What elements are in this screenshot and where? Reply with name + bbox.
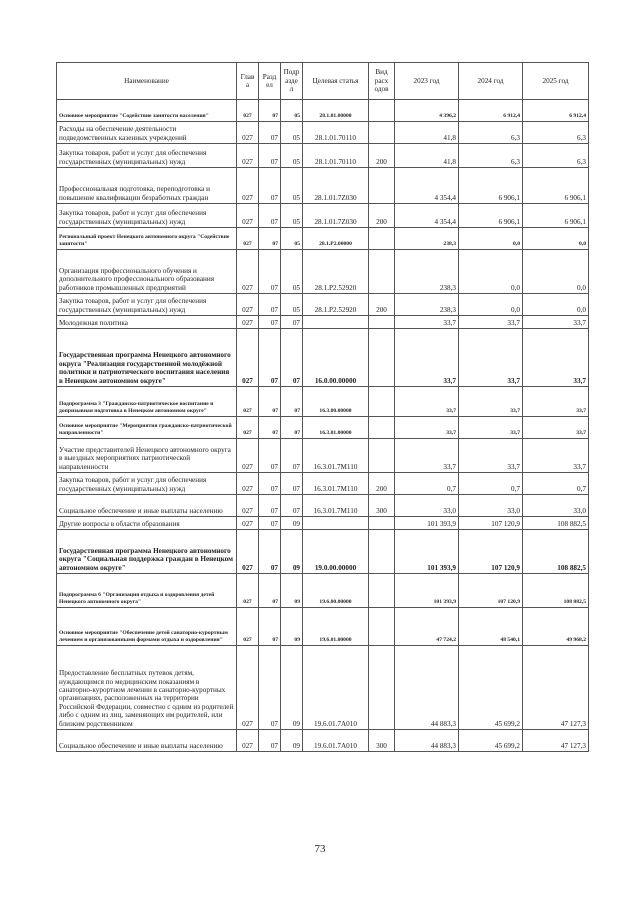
row-vid: 300	[369, 495, 395, 517]
header-razdel: Разд ел	[259, 63, 281, 100]
row-razdel: 07	[259, 530, 281, 574]
row-2023: 47 724,2	[395, 608, 459, 646]
row-target: 19.6.00.00000	[303, 574, 369, 608]
row-podrazdel: 05	[281, 100, 303, 122]
row-razdel: 07	[259, 574, 281, 608]
row-glava: 027	[237, 100, 259, 122]
row-glava: 027	[237, 316, 259, 329]
row-name: Участие представителей Ненецкого автономного округа в выездных мероприятиях патриотической направленности	[57, 439, 237, 473]
row-2023: 33,7	[395, 329, 459, 387]
row-2025: 33,7	[523, 439, 589, 473]
row-podrazdel: 05	[281, 250, 303, 294]
row-vid	[369, 168, 395, 204]
row-podrazdel: 07	[281, 495, 303, 517]
row-vid: 200	[369, 473, 395, 495]
row-2023: 4 354,4	[395, 168, 459, 204]
row-2024: 33,7	[459, 387, 523, 417]
table-row	[57, 646, 589, 730]
row-2025: 6,3	[523, 144, 589, 168]
row-vid: 300	[369, 730, 395, 752]
table-row	[57, 473, 589, 495]
row-vid	[369, 228, 395, 250]
row-vid	[369, 417, 395, 439]
row-target	[303, 517, 369, 530]
row-name: Основное мероприятие "Содействие занятости населения"	[57, 100, 237, 122]
table-body	[57, 100, 589, 752]
row-target: 28.1.P2.52920	[303, 250, 369, 294]
row-name: Государственная программа Ненецкого автономного округа "Реализация государственной молодёжной политики и патриотического воспитания населения в Ненецком автономном округе"	[57, 329, 237, 387]
row-2025: 0,0	[523, 250, 589, 294]
row-glava: 027	[237, 574, 259, 608]
row-name: Подпрограмма 6 "Организация отдыха и оздоровления детей Ненецкого автономного округа"	[57, 574, 237, 608]
row-2024: 0,0	[459, 294, 523, 316]
table-row	[57, 387, 589, 417]
row-2024: 0,7	[459, 473, 523, 495]
header-vid: Вид расх одов	[369, 63, 395, 100]
table-row	[57, 168, 589, 204]
row-razdel: 07	[259, 228, 281, 250]
row-name: Профессиональная подготовка, переподготовка и повышение квалификации безработных граждан	[57, 168, 237, 204]
row-razdel: 07	[259, 168, 281, 204]
row-glava: 027	[237, 495, 259, 517]
row-2024: 6 912,4	[459, 100, 523, 122]
row-2023: 41,8	[395, 144, 459, 168]
row-2025: 33,7	[523, 387, 589, 417]
row-2023: 33,7	[395, 387, 459, 417]
row-name: Другие вопросы в области образования	[57, 517, 237, 530]
row-podrazdel: 05	[281, 122, 303, 144]
table-row	[57, 608, 589, 646]
row-razdel: 07	[259, 329, 281, 387]
row-name: Закупка товаров, работ и услуг для обеспечения государственных (муниципальных) нужд	[57, 473, 237, 495]
row-razdel: 07	[259, 144, 281, 168]
row-2024: 33,7	[459, 417, 523, 439]
row-glava: 027	[237, 122, 259, 144]
row-2025: 6 906,1	[523, 204, 589, 228]
row-podrazdel: 07	[281, 417, 303, 439]
row-razdel: 07	[259, 122, 281, 144]
table-row	[57, 122, 589, 144]
row-2023: 4 396,2	[395, 100, 459, 122]
table-row	[57, 439, 589, 473]
row-2025: 108 882,5	[523, 517, 589, 530]
table-row	[57, 530, 589, 574]
row-target	[303, 316, 369, 329]
row-name: Закупка товаров, работ и услуг для обеспечения государственных (муниципальных) нужд	[57, 144, 237, 168]
row-name: Социальное обеспечение и иные выплаты населению	[57, 730, 237, 752]
budget-table	[56, 62, 589, 752]
row-2025: 33,7	[523, 316, 589, 329]
row-target: 28.1.01.70110	[303, 122, 369, 144]
row-2023: 238,3	[395, 228, 459, 250]
row-name: Основное мероприятие "Обеспечение детей санаторно-курортным лечением и организованными формами отдыха и оздоровления"	[57, 608, 237, 646]
row-vid	[369, 439, 395, 473]
row-vid	[369, 574, 395, 608]
row-2023: 33,7	[395, 439, 459, 473]
row-2024: 45 699,2	[459, 646, 523, 730]
row-target: 19.6.01.7A010	[303, 730, 369, 752]
row-razdel: 07	[259, 517, 281, 530]
row-target: 19.6.01.7A010	[303, 646, 369, 730]
row-2025: 6,3	[523, 122, 589, 144]
row-vid	[369, 517, 395, 530]
row-2023: 44 883,3	[395, 646, 459, 730]
row-2025: 49 968,2	[523, 608, 589, 646]
row-podrazdel: 07	[281, 387, 303, 417]
row-glava: 027	[237, 168, 259, 204]
row-2024: 33,7	[459, 329, 523, 387]
row-vid	[369, 608, 395, 646]
row-name: Основное мероприятие "Мероприятия гражданско-патриотической направленности"	[57, 417, 237, 439]
row-podrazdel: 05	[281, 228, 303, 250]
row-target: 16.3.01.7M110	[303, 473, 369, 495]
row-2024: 6,3	[459, 144, 523, 168]
table-header-row	[57, 63, 589, 100]
row-2024: 0,0	[459, 250, 523, 294]
row-podrazdel: 05	[281, 204, 303, 228]
row-glava: 027	[237, 329, 259, 387]
row-target: 28.1.P2.00000	[303, 228, 369, 250]
row-vid: 200	[369, 294, 395, 316]
row-2024: 107 120,9	[459, 574, 523, 608]
row-vid	[369, 329, 395, 387]
row-podrazdel: 09	[281, 608, 303, 646]
row-2024: 45 699,2	[459, 730, 523, 752]
row-2025: 47 127,3	[523, 730, 589, 752]
row-glava: 027	[237, 608, 259, 646]
row-name: Предоставление бесплатных путевок детям, нуждающимся по медицинским показаниям в санаторно-курортном лечении в санаторно-курортных организациях, расположенных на территории Российской Федерации, совместно с одним из родителей либо с одним из лиц, заменяющих им родителей, или близким родственником	[57, 646, 237, 730]
row-2023: 4 354,4	[395, 204, 459, 228]
table-row	[57, 294, 589, 316]
header-celevaya: Целевая статья	[303, 63, 369, 100]
row-razdel: 07	[259, 439, 281, 473]
row-2023: 238,3	[395, 250, 459, 294]
row-glava: 027	[237, 417, 259, 439]
table-row	[57, 204, 589, 228]
row-razdel: 07	[259, 473, 281, 495]
row-glava: 027	[237, 473, 259, 495]
row-target: 28.1.01.7Z030	[303, 168, 369, 204]
row-podrazdel: 05	[281, 294, 303, 316]
row-name: Закупка товаров, работ и услуг для обеспечения государственных (муниципальных) нужд	[57, 294, 237, 316]
row-glava: 027	[237, 250, 259, 294]
row-vid: 200	[369, 144, 395, 168]
table-row	[57, 417, 589, 439]
table-row	[57, 144, 589, 168]
row-podrazdel: 09	[281, 574, 303, 608]
header-name: Наименование	[57, 63, 237, 100]
row-razdel: 07	[259, 608, 281, 646]
row-target: 19.0.00.00000	[303, 530, 369, 574]
row-2023: 0,7	[395, 473, 459, 495]
header-glava: Глав а	[237, 63, 259, 100]
row-podrazdel: 05	[281, 144, 303, 168]
row-razdel: 07	[259, 316, 281, 329]
row-2023: 101 393,9	[395, 530, 459, 574]
row-vid	[369, 250, 395, 294]
row-2025: 0,0	[523, 294, 589, 316]
table-row	[57, 250, 589, 294]
row-2024: 33,7	[459, 439, 523, 473]
row-razdel: 07	[259, 204, 281, 228]
row-2025: 0,7	[523, 473, 589, 495]
row-podrazdel: 09	[281, 646, 303, 730]
row-podrazdel: 05	[281, 168, 303, 204]
row-2023: 33,7	[395, 417, 459, 439]
table-row	[57, 730, 589, 752]
row-2025: 47 127,3	[523, 646, 589, 730]
row-vid	[369, 100, 395, 122]
row-podrazdel: 09	[281, 517, 303, 530]
row-2023: 44 883,3	[395, 730, 459, 752]
table-row	[57, 316, 589, 329]
row-razdel: 07	[259, 730, 281, 752]
row-podrazdel: 07	[281, 473, 303, 495]
row-target: 16.0.00.00000	[303, 329, 369, 387]
row-name: Региональный проект Ненецкого автономного округа "Содействие занятости"	[57, 228, 237, 250]
row-razdel: 07	[259, 387, 281, 417]
row-podrazdel: 07	[281, 329, 303, 387]
row-glava: 027	[237, 646, 259, 730]
row-name: Молодежная политика	[57, 316, 237, 329]
table-row	[57, 495, 589, 517]
row-glava: 027	[237, 294, 259, 316]
row-2023: 101 393,9	[395, 574, 459, 608]
row-vid	[369, 530, 395, 574]
row-razdel: 07	[259, 100, 281, 122]
row-2023: 238,3	[395, 294, 459, 316]
row-target: 19.6.01.00000	[303, 608, 369, 646]
row-2024: 6 906,1	[459, 204, 523, 228]
row-name: Закупка товаров, работ и услуг для обеспечения государственных (муниципальных) нужд	[57, 204, 237, 228]
row-2024: 48 540,1	[459, 608, 523, 646]
table-row	[57, 329, 589, 387]
table-row	[57, 228, 589, 250]
row-razdel: 07	[259, 417, 281, 439]
table-row	[57, 574, 589, 608]
row-2025: 33,7	[523, 329, 589, 387]
row-vid	[369, 316, 395, 329]
row-vid: 200	[369, 204, 395, 228]
row-razdel: 07	[259, 294, 281, 316]
row-2024: 6,3	[459, 122, 523, 144]
row-glava: 027	[237, 517, 259, 530]
row-podrazdel: 07	[281, 439, 303, 473]
row-target: 28.1.01.00000	[303, 100, 369, 122]
row-target: 16.3.01.7M110	[303, 495, 369, 517]
page-number: 73	[314, 843, 326, 855]
row-2023: 101 393,9	[395, 517, 459, 530]
row-2024: 33,0	[459, 495, 523, 517]
row-podrazdel: 09	[281, 530, 303, 574]
table-row	[57, 100, 589, 122]
row-glava: 027	[237, 530, 259, 574]
row-2024: 33,7	[459, 316, 523, 329]
header-2024: 2024 год	[459, 63, 523, 100]
row-target: 16.3.01.00000	[303, 417, 369, 439]
row-glava: 027	[237, 144, 259, 168]
row-2025: 108 882,5	[523, 574, 589, 608]
header-2023: 2023 год	[395, 63, 459, 100]
row-target: 28.1.01.7Z030	[303, 204, 369, 228]
row-name: Социальное обеспечение и иные выплаты населению	[57, 495, 237, 517]
row-vid	[369, 387, 395, 417]
row-vid	[369, 646, 395, 730]
row-razdel: 07	[259, 646, 281, 730]
header-podrazdel: Подр азде л	[281, 63, 303, 100]
row-glava: 027	[237, 204, 259, 228]
row-2023: 33,7	[395, 316, 459, 329]
row-vid	[369, 122, 395, 144]
row-glava: 027	[237, 387, 259, 417]
table-row	[57, 517, 589, 530]
row-razdel: 07	[259, 250, 281, 294]
row-2025: 33,0	[523, 495, 589, 517]
row-2024: 6 906,1	[459, 168, 523, 204]
row-2025: 0,0	[523, 228, 589, 250]
header-2025: 2025 год	[523, 63, 589, 100]
row-2024: 0,0	[459, 228, 523, 250]
row-podrazdel: 07	[281, 316, 303, 329]
row-name: Государственная программа Ненецкого автономного округа "Социальная поддержка граждан в Ненецком автономном округе"	[57, 530, 237, 574]
row-name: Расходы на обеспечение деятельности подведомственных казенных учреждений	[57, 122, 237, 144]
row-name: Организация профессионального обучения и дополнительного профессионального образования работников промышленных предприятий	[57, 250, 237, 294]
row-2025: 6 906,1	[523, 168, 589, 204]
row-2023: 41,8	[395, 122, 459, 144]
row-glava: 027	[237, 439, 259, 473]
row-2024: 107 120,9	[459, 517, 523, 530]
row-target: 16.3.01.7M110	[303, 439, 369, 473]
row-name: Подпрограмма 3 "Гражданско-патриотическое воспитание и допризывная подготовка в Ненецком автономном округе"	[57, 387, 237, 417]
row-target: 16.3.00.00000	[303, 387, 369, 417]
row-2025: 108 882,5	[523, 530, 589, 574]
row-podrazdel: 09	[281, 730, 303, 752]
row-target: 28.1.01.70110	[303, 144, 369, 168]
row-glava: 027	[237, 228, 259, 250]
row-target: 28.1.P2.52920	[303, 294, 369, 316]
row-2023: 33,0	[395, 495, 459, 517]
row-razdel: 07	[259, 495, 281, 517]
row-2025: 6 912,4	[523, 100, 589, 122]
row-2024: 107 120,9	[459, 530, 523, 574]
row-glava: 027	[237, 730, 259, 752]
budget-table-page	[56, 62, 588, 752]
row-2025: 33,7	[523, 417, 589, 439]
